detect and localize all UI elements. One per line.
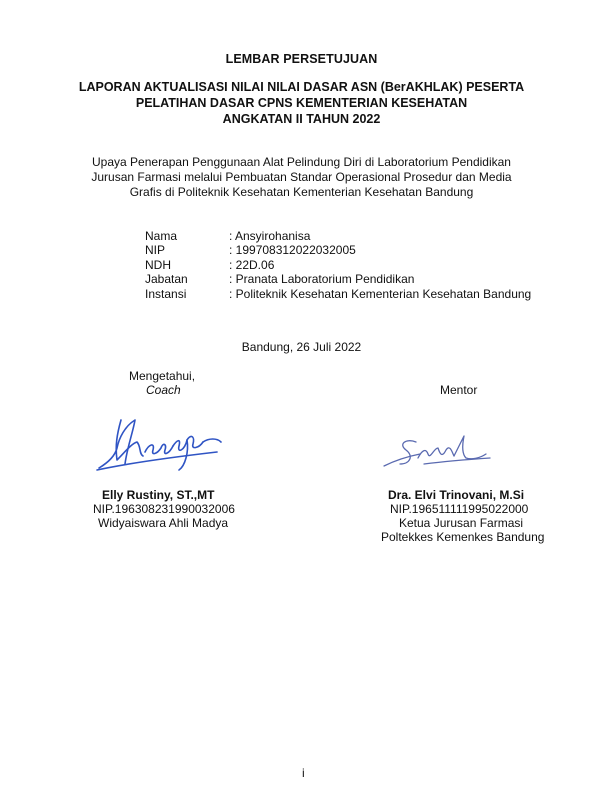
subtitle-line-1: Upaya Penerapan Penggunaan Alat Pelindung Diri di Laboratorium Pendidikan [92, 155, 511, 169]
mentor-name: Dra. Elvi Trinovani, M.Si [388, 488, 525, 502]
field-value: : 199708312022032005 [229, 243, 356, 257]
field-row-nama [0, 229, 603, 244]
mentor-signature [380, 430, 500, 474]
field-value: : 22D.06 [229, 258, 275, 272]
mentor-position: Ketua Jurusan Farmasi [399, 516, 524, 530]
mentor-nip: NIP.196511111995022000 [390, 502, 529, 516]
field-value: : Ansyirohanisa [229, 229, 311, 243]
coach-position: Widyaiswara Ahli Madya [98, 516, 229, 530]
known-label: Mengetahui, [129, 369, 196, 383]
place-date: Bandung, 26 Juli 2022 [241, 340, 362, 354]
field-row-ndh [0, 258, 603, 273]
coach-name: Elly Rustiny, ST.,MT [102, 488, 215, 502]
field-label: NIP [145, 243, 166, 257]
field-row-instansi [0, 287, 603, 302]
field-value: : Politeknik Kesehatan Kementerian Kesehatan Bandung [229, 287, 532, 301]
mentor-role: Mentor [440, 383, 478, 397]
coach-nip: NIP.196308231990032006 [93, 502, 235, 516]
mentor-institution: Poltekkes Kemenkes Bandung [381, 530, 545, 544]
field-label: Jabatan [145, 272, 188, 286]
field-label: Instansi [145, 287, 187, 301]
page-number: i [302, 766, 305, 780]
report-title-line-3: ANGKATAN II TAHUN 2022 [222, 112, 381, 126]
field-value: : Pranata Laboratorium Pendidikan [229, 272, 415, 286]
coach-role: Coach [146, 383, 181, 397]
subtitle-line-2: Jurusan Farmasi melalui Pembuatan Standar Operasional Prosedur dan Media [91, 170, 512, 184]
field-label: NDH [145, 258, 171, 272]
report-title-line-1: LAPORAN AKTUALISASI NILAI NILAI DASAR ASN (BerAKHLAK) PESERTA [78, 80, 525, 94]
coach-signature [95, 412, 225, 474]
report-title-line-2: PELATIHAN DASAR CPNS KEMENTERIAN KESEHATAN [135, 96, 468, 110]
page-title: LEMBAR PERSETUJUAN [225, 52, 378, 66]
field-label: Nama [145, 229, 178, 243]
field-row-nip [0, 243, 603, 258]
field-row-jabatan [0, 272, 603, 287]
subtitle-line-3: Grafis di Politeknik Kesehatan Kementerian Kesehatan Bandung [129, 185, 474, 199]
